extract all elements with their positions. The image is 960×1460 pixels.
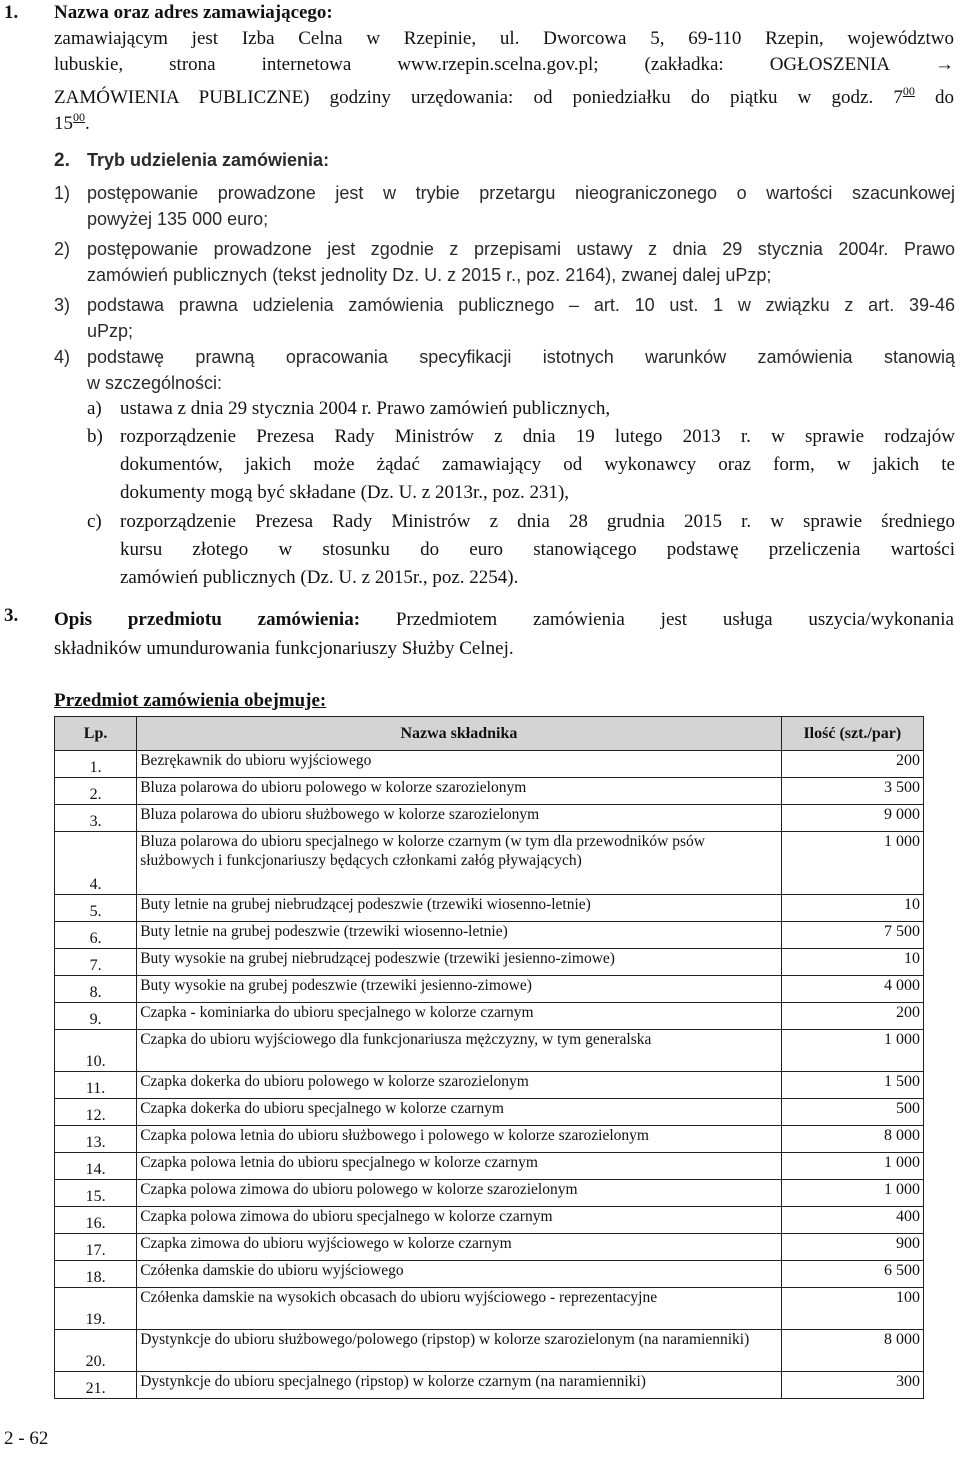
row-name: Czapka dokerka do ubioru specjalnego w kolorze czarnym — [137, 1099, 781, 1126]
row-qty: 1 000 — [781, 1153, 923, 1180]
list-index: 1) — [54, 183, 71, 203]
row-name: Bluza polarowa do ubioru specjalnego w kolorze czarnym (w tym dla przewodników psów służbowych i funkcjonariuszy będących członkami załóg pływających) — [137, 832, 781, 895]
table-row — [55, 1180, 924, 1207]
paragraph-line: zamawiającym jest Izba Celna w Rzepinie, ul. Dworcowa 5, 69-110 Rzepin, województwo — [54, 28, 954, 49]
list-index: a) — [87, 398, 102, 419]
section-body — [54, 605, 954, 663]
list-index: c) — [87, 511, 102, 532]
column-header-qty: Ilość (szt./par) — [781, 717, 923, 751]
text-line: rozporządzenie Prezesa Rady Ministrów z dnia 28 grudnia 2015 r. w sprawie średniego — [120, 511, 955, 532]
row-name: Buty wysokie na grubej niebrudzącej podeszwie (trzewiki jesienno-zimowe) — [137, 949, 781, 976]
row-name: Czapka zimowa do ubioru wyjściowego w kolorze czarnym — [137, 1234, 781, 1261]
text-line: zamówień publicznych (tekst jednolity Dz. U. z 2015 r., poz. 2164), zwanej dalej uPzp; — [87, 265, 772, 285]
row-lp: 17. — [55, 1234, 137, 1261]
row-lp: 1. — [55, 751, 137, 778]
row-lp: 18. — [55, 1261, 137, 1288]
paragraph-line: lubuskie, strona internetowa www.rzepin.scelna.gov.pl; (zakładka: OGŁOSZENIA → — [54, 54, 954, 75]
row-lp: 7. — [55, 949, 137, 976]
text-line: uPzp; — [87, 321, 134, 341]
list-text — [120, 508, 955, 592]
text-line: składników umundurowania funkcjonariuszy Służby Celnej. — [54, 638, 514, 659]
table-row — [55, 1030, 924, 1072]
table-caption: Przedmiot zamówienia obejmuje: — [54, 690, 327, 711]
row-qty: 8 000 — [781, 1330, 923, 1372]
text-line: dokumentów, jakich może żądać zamawiający od wykonawcy oraz form, w jakich te — [120, 454, 955, 475]
list-text — [87, 292, 955, 344]
row-qty: 9 000 — [781, 805, 923, 832]
row-qty: 200 — [781, 1003, 923, 1030]
table-row — [55, 1288, 924, 1330]
row-lp: 21. — [55, 1372, 137, 1399]
text-fragment: ZAMÓWIENIA PUBLICZNE) godziny urzędowania: od poniedziałku do piątku w godz. 7 — [54, 87, 903, 108]
row-name: Czapka polowa letnia do ubioru służbowego i polowego w kolorze szarozielonym — [137, 1126, 781, 1153]
row-qty: 500 — [781, 1099, 923, 1126]
table-row — [55, 832, 924, 895]
row-name: Buty letnie na grubej niebrudzącej podeszwie (trzewiki wiosenno-letnie) — [137, 895, 781, 922]
row-qty: 100 — [781, 1288, 923, 1330]
row-name: Buty wysokie na grubej podeszwie (trzewiki jesienno-zimowe) — [137, 976, 781, 1003]
row-name: Bezrękawnik do ubioru wyjściowego — [137, 751, 781, 778]
row-qty: 4 000 — [781, 976, 923, 1003]
row-lp: 16. — [55, 1207, 137, 1234]
text-fragment: Przedmiotem zamówienia jest usługa uszycia/wykonania — [360, 609, 954, 630]
row-qty: 1 500 — [781, 1072, 923, 1099]
row-qty: 10 — [781, 949, 923, 976]
list-index: 3) — [54, 295, 71, 315]
row-qty: 10 — [781, 895, 923, 922]
row-name: Bluza polarowa do ubioru służbowego w kolorze szarozielonym — [137, 805, 781, 832]
table-row — [55, 805, 924, 832]
table-row — [55, 1126, 924, 1153]
text-line: rozporządzenie Prezesa Rady Ministrów z dnia 19 lutego 2013 r. w sprawie rodzajów — [120, 426, 955, 447]
row-qty: 400 — [781, 1207, 923, 1234]
row-lp: 8. — [55, 976, 137, 1003]
table-row — [55, 1099, 924, 1126]
text-line: podstawę prawną opracowania specyfikacji istotnych warunków zamówienia stanowią — [87, 347, 955, 367]
table-row — [55, 751, 924, 778]
list-text — [120, 395, 955, 423]
row-name: Czapka - kominiarka do ubioru specjalnego w kolorze czarnym — [137, 1003, 781, 1030]
superscript: 00 — [902, 84, 915, 98]
text-line — [54, 605, 954, 634]
text-line: dokumenty mogą być składane (Dz. U. z 2013r., poz. 231), — [120, 482, 570, 503]
text-line: podstawa prawna udzielenia zamówienia publicznego – art. 10 ust. 1 w związku z art. 39-46 — [87, 295, 955, 315]
text-line: postępowanie prowadzone jest zgodnie z przepisami ustawy z dnia 29 stycznia 2004r. Prawo — [87, 239, 955, 259]
table-row — [55, 778, 924, 805]
column-header-lp: Lp. — [55, 717, 137, 751]
list-index: 2) — [54, 239, 71, 259]
section-heading: Tryb udzielenia zamówienia: — [87, 150, 330, 170]
row-qty: 300 — [781, 1372, 923, 1399]
row-name: Czółenka damskie na wysokich obcasach do ubioru wyjściowego - reprezentacyjne — [137, 1288, 781, 1330]
row-name: Bluza polarowa do ubioru polowego w kolorze szarozielonym — [137, 778, 781, 805]
text-line: kursu złotego w stosunku do euro stanowiącego podstawę przeliczenia wartości — [120, 539, 955, 560]
row-lp: 6. — [55, 922, 137, 949]
text-line: postępowanie prowadzone jest w trybie przetargu nieograniczonego o wartości szacunkowej — [87, 183, 955, 203]
row-qty: 8 000 — [781, 1126, 923, 1153]
list-text — [87, 344, 955, 396]
text-fragment: 15 — [54, 113, 73, 134]
superscript: 00 — [73, 110, 85, 124]
table-row — [55, 895, 924, 922]
table-row — [55, 1261, 924, 1288]
row-qty: 1 000 — [781, 832, 923, 895]
row-qty: 3 500 — [781, 778, 923, 805]
row-lp: 9. — [55, 1003, 137, 1030]
row-lp: 10. — [55, 1030, 137, 1072]
row-name: Dystynkcje do ubioru specjalnego (ripstop) w kolorze czarnym (na naramienniki) — [137, 1372, 781, 1399]
section-number: 1. — [4, 2, 19, 23]
section-number: 3. — [4, 605, 19, 626]
row-lp: 19. — [55, 1288, 137, 1330]
row-qty: 1 000 — [781, 1030, 923, 1072]
items-table — [54, 716, 924, 1399]
row-lp: 12. — [55, 1099, 137, 1126]
row-qty: 7 500 — [781, 922, 923, 949]
paragraph-line — [54, 104, 954, 137]
text-line: w szczególności: — [87, 373, 223, 393]
list-index: b) — [87, 426, 103, 447]
row-qty: 1 000 — [781, 1180, 923, 1207]
table-row — [55, 976, 924, 1003]
table-row — [55, 1072, 924, 1099]
row-lp: 11. — [55, 1072, 137, 1099]
table-row — [55, 1372, 924, 1399]
row-lp: 3. — [55, 805, 137, 832]
text-fragment: . — [85, 113, 90, 134]
list-text — [120, 423, 955, 507]
table-row — [55, 922, 924, 949]
section-heading: Nazwa oraz adres zamawiającego: — [54, 2, 333, 23]
row-lp: 15. — [55, 1180, 137, 1207]
text-line: zamówień publicznych (Dz. U. z 2015r., poz. 2254). — [120, 567, 519, 588]
row-lp: 2. — [55, 778, 137, 805]
list-text — [87, 180, 955, 232]
row-lp: 4. — [55, 832, 137, 895]
row-name: Czapka dokerka do ubioru polowego w kolorze szarozielonym — [137, 1072, 781, 1099]
row-name: Czółenka damskie do ubioru wyjściowego — [137, 1261, 781, 1288]
row-qty: 6 500 — [781, 1261, 923, 1288]
table-row — [55, 1234, 924, 1261]
table-row — [55, 1207, 924, 1234]
row-name: Czapka polowa zimowa do ubioru specjalnego w kolorze czarnym — [137, 1207, 781, 1234]
page-number: 2 - 62 — [4, 1428, 49, 1449]
row-lp: 5. — [55, 895, 137, 922]
row-name: Czapka do ubioru wyjściowego dla funkcjonariusza mężczyzny, w tym generalska — [137, 1030, 781, 1072]
row-name: Czapka polowa zimowa do ubioru polowego w kolorze szarozielonym — [137, 1180, 781, 1207]
section-number: 2. — [54, 150, 70, 171]
row-name: Dystynkcje do ubioru służbowego/polowego (ripstop) w kolorze szarozielonym (na naramienniki) — [137, 1330, 781, 1372]
row-lp: 13. — [55, 1126, 137, 1153]
row-qty: 900 — [781, 1234, 923, 1261]
list-index: 4) — [54, 347, 71, 367]
text-line: ustawa z dnia 29 stycznia 2004 r. Prawo zamówień publicznych, — [120, 398, 611, 419]
table-row — [55, 1003, 924, 1030]
row-qty: 200 — [781, 751, 923, 778]
table-header-row — [55, 717, 924, 751]
section-heading: Opis przedmiotu zamówienia: — [54, 609, 361, 630]
table-row — [55, 1330, 924, 1372]
table-row — [55, 1153, 924, 1180]
row-name: Buty letnie na grubej podeszwie (trzewiki wiosenno-letnie) — [137, 922, 781, 949]
text-fragment: do — [914, 87, 954, 108]
list-text — [87, 236, 955, 288]
row-lp: 20. — [55, 1330, 137, 1372]
row-lp: 14. — [55, 1153, 137, 1180]
text-line: powyżej 135 000 euro; — [87, 209, 269, 229]
table-row — [55, 949, 924, 976]
column-header-name: Nazwa składnika — [137, 717, 781, 751]
row-name: Czapka polowa letnia do ubioru specjalnego w kolorze czarnym — [137, 1153, 781, 1180]
